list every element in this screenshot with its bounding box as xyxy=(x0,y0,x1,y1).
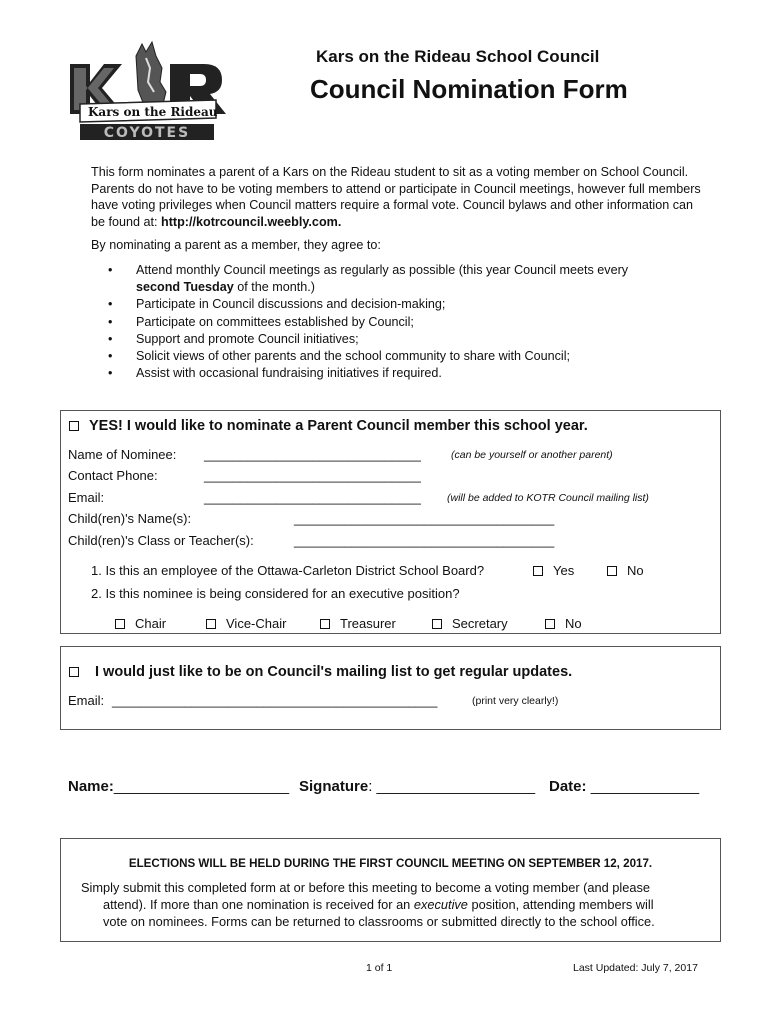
position-secretary[interactable] xyxy=(432,616,508,631)
elections-line-3: vote on nominees. Forms can be returned to classrooms or submitted directly to the school office. xyxy=(103,914,655,929)
vice-chair-label: Vice-Chair xyxy=(226,616,287,631)
kars-coyotes-logo xyxy=(66,38,232,142)
bullet-6-text: Assist with occasional fundraising initiatives if required. xyxy=(136,366,442,381)
page-number: 1 of 1 xyxy=(366,962,393,974)
position-treasurer[interactable] xyxy=(320,616,396,631)
mailing-email-field[interactable]: _____________________________________________ xyxy=(112,693,438,708)
school-council-name: Kars on the Rideau School Council xyxy=(316,47,600,66)
q1-yes-label: Yes xyxy=(553,563,575,578)
elections-heading: ELECTIONS WILL BE HELD DURING THE FIRST COUNCIL MEETING ON SEPTEMBER 12, 2017. xyxy=(128,857,653,870)
date-field[interactable] xyxy=(549,778,699,795)
bullet-5-text: Solicit views of other parents and the school community to share with Council; xyxy=(136,349,570,364)
question-2: 2. Is this nominee is being considered for an executive position? xyxy=(91,586,460,601)
date-line[interactable]: _____________ xyxy=(590,778,700,795)
position-no[interactable] xyxy=(545,616,582,631)
phone-field[interactable]: ______________________________ xyxy=(204,468,421,483)
bullet-1-post: of the month.) xyxy=(233,280,315,295)
secretary-label: Secretary xyxy=(452,616,508,631)
form-title: Council Nomination Form xyxy=(310,74,628,104)
intro-text: This form nominates a parent of a Kars on the Rideau student to sit as a voting member on School Council. Parents do not have to be voting members to attend or participate in Council meetings, however full members have voting privileges when Council matters require a formal vote. Council bylaws and other information can be found at: xyxy=(91,165,701,230)
treasurer-label: Treasurer xyxy=(340,616,396,631)
children-label: Child(ren)'s Name(s): xyxy=(68,511,192,526)
elections-line-2-pre: attend). If more than one nomination is received for an xyxy=(103,897,414,912)
no-position-checkbox[interactable] xyxy=(545,619,555,629)
position-vice-chair[interactable] xyxy=(206,616,286,631)
bullet-4-text: Support and promote Council initiatives; xyxy=(136,331,359,346)
nomination-section xyxy=(60,410,721,634)
mailing-list-checkbox[interactable] xyxy=(69,667,79,677)
nominee-label: Name of Nominee: xyxy=(68,447,177,462)
q1-yes-option[interactable] xyxy=(533,563,574,578)
list-item: • Assist with occasional fundraising initiatives if required. xyxy=(108,366,442,381)
nominate-checkbox[interactable] xyxy=(69,421,79,431)
nomination-heading xyxy=(69,418,588,434)
list-item: • Support and promote Council initiatives; xyxy=(108,331,359,346)
secretary-checkbox[interactable] xyxy=(432,619,442,629)
elections-line-2 xyxy=(103,897,654,912)
elections-line-2-italic: executive xyxy=(413,897,468,912)
email-field[interactable]: ______________________________ xyxy=(204,490,421,505)
nomination-heading-text: YES! I would like to nominate a Parent Council member this school year. xyxy=(89,418,588,434)
elections-notice xyxy=(60,838,721,942)
last-updated: Last Updated: July 7, 2017 xyxy=(573,962,698,974)
mailing-note: (print very clearly!) xyxy=(472,695,559,707)
signature-colon: : xyxy=(368,778,373,795)
email-label: Email: xyxy=(68,490,105,505)
mailing-heading-text: I would just like to be on Council's mailing list to get regular updates. xyxy=(95,664,573,680)
nominee-name-field[interactable]: ______________________________ xyxy=(204,447,421,462)
logo-banner-text: Kars on the Rideau xyxy=(88,105,218,119)
elections-line-1: Simply submit this completed form at or before this meeting to become a voting member (and please xyxy=(81,880,651,895)
list-item: • Attend monthly Council meetings as regularly as possible (this year Council meets every second Tuesday of the month.) xyxy=(108,263,629,295)
name-signature-field[interactable] xyxy=(68,778,289,795)
list-item: • Participate in Council discussions and decision-making; xyxy=(108,297,446,312)
council-website-link[interactable]: http://kotrcouncil.weebly.com. xyxy=(161,215,342,230)
date-label: Date: xyxy=(549,778,587,795)
bullet-3-text: Participate on committees established by Council; xyxy=(136,314,414,329)
q1-no-option[interactable] xyxy=(607,563,644,578)
no-position-label: No xyxy=(565,616,582,631)
mailing-heading xyxy=(69,664,572,680)
q1-yes-checkbox[interactable] xyxy=(533,566,543,576)
list-item: • Participate on committees established by Council; xyxy=(108,314,414,329)
signature-field[interactable] xyxy=(299,778,535,795)
name-label: Name: xyxy=(68,778,114,795)
list-item: • Solicit views of other parents and the school community to share with Council; xyxy=(108,349,570,364)
name-line[interactable]: _____________________ xyxy=(113,778,290,795)
bullet-1-text: Attend monthly Council meetings as regularly as possible (this year Council meets every xyxy=(136,263,629,277)
children-name-field[interactable]: ____________________________________ xyxy=(294,511,555,526)
vice-chair-checkbox[interactable] xyxy=(206,619,216,629)
nominee-note: (can be yourself or another parent) xyxy=(451,449,613,461)
phone-label: Contact Phone: xyxy=(68,468,158,483)
class-teacher-field[interactable]: ____________________________________ xyxy=(294,533,555,548)
intro-paragraph xyxy=(91,164,701,231)
email-note: (will be added to KOTR Council mailing list) xyxy=(447,492,649,504)
agree-statement: By nominating a parent as a member, they agree to: xyxy=(91,238,381,252)
class-label: Child(ren)'s Class or Teacher(s): xyxy=(68,533,254,548)
bullet-2-text: Participate in Council discussions and decision-making; xyxy=(136,297,446,312)
bullet-1-bold: second Tuesday xyxy=(136,280,234,295)
question-1: 1. Is this an employee of the Ottawa-Carleton District School Board? xyxy=(91,563,485,578)
agreement-list xyxy=(108,262,698,382)
signature-label: Signature xyxy=(299,778,369,795)
chair-label: Chair xyxy=(135,616,167,631)
logo-team-text: COYOTES xyxy=(103,125,191,141)
treasurer-checkbox[interactable] xyxy=(320,619,330,629)
q1-no-checkbox[interactable] xyxy=(607,566,617,576)
mailing-email-label: Email: xyxy=(68,693,105,708)
position-chair[interactable] xyxy=(115,616,166,631)
signature-line[interactable]: ___________________ xyxy=(376,778,536,795)
elections-line-2-post: position, attending members will xyxy=(467,897,654,912)
q1-no-label: No xyxy=(627,563,644,578)
chair-checkbox[interactable] xyxy=(115,619,125,629)
mailing-list-section xyxy=(60,646,721,730)
coyote-figure xyxy=(136,42,166,110)
